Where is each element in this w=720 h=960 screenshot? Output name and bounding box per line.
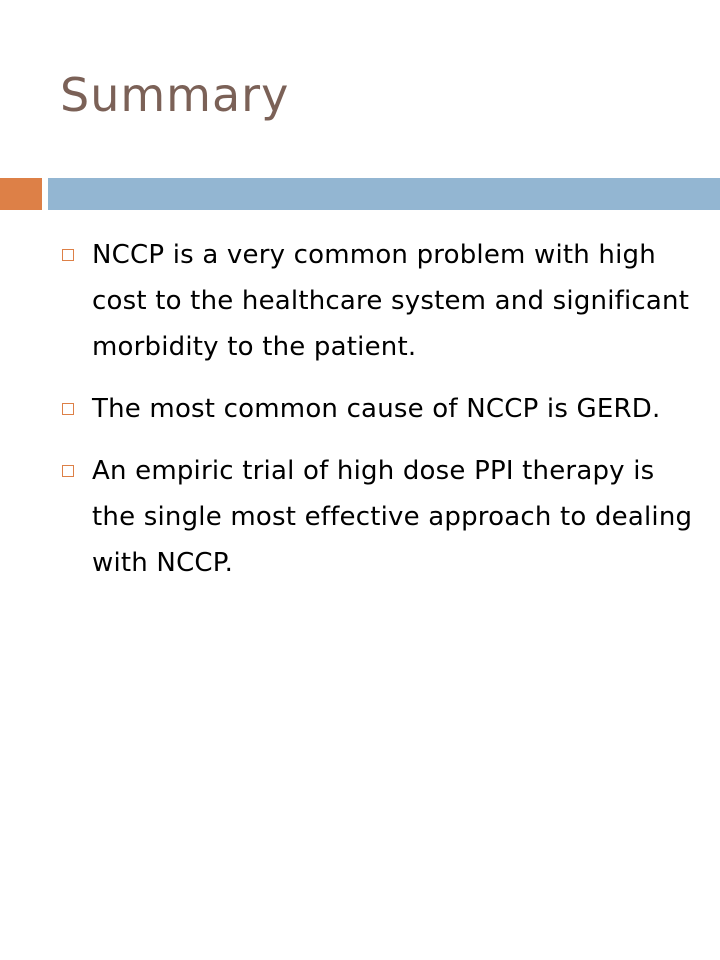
bullet-text: NCCP is a very common problem with high cost to the healthcare system and significant morbidity to the patient. xyxy=(92,240,690,362)
bullet-item xyxy=(60,232,700,370)
bullet-item xyxy=(60,386,700,432)
bullet-item xyxy=(60,448,700,586)
bullet-text: The most common cause of NCCP is GERD. xyxy=(92,394,661,424)
square-outline-icon xyxy=(62,249,74,261)
bullet-text: An empiric trial of high dose PPI therapy is the single most effective approach to dealing with NCCP. xyxy=(92,456,693,578)
accent-bar-blue xyxy=(48,178,720,210)
square-outline-icon xyxy=(62,465,74,477)
square-outline-icon xyxy=(62,403,74,415)
accent-bar-orange xyxy=(0,178,42,210)
bullet-list xyxy=(60,232,700,602)
slide-title: Summary xyxy=(60,68,290,122)
